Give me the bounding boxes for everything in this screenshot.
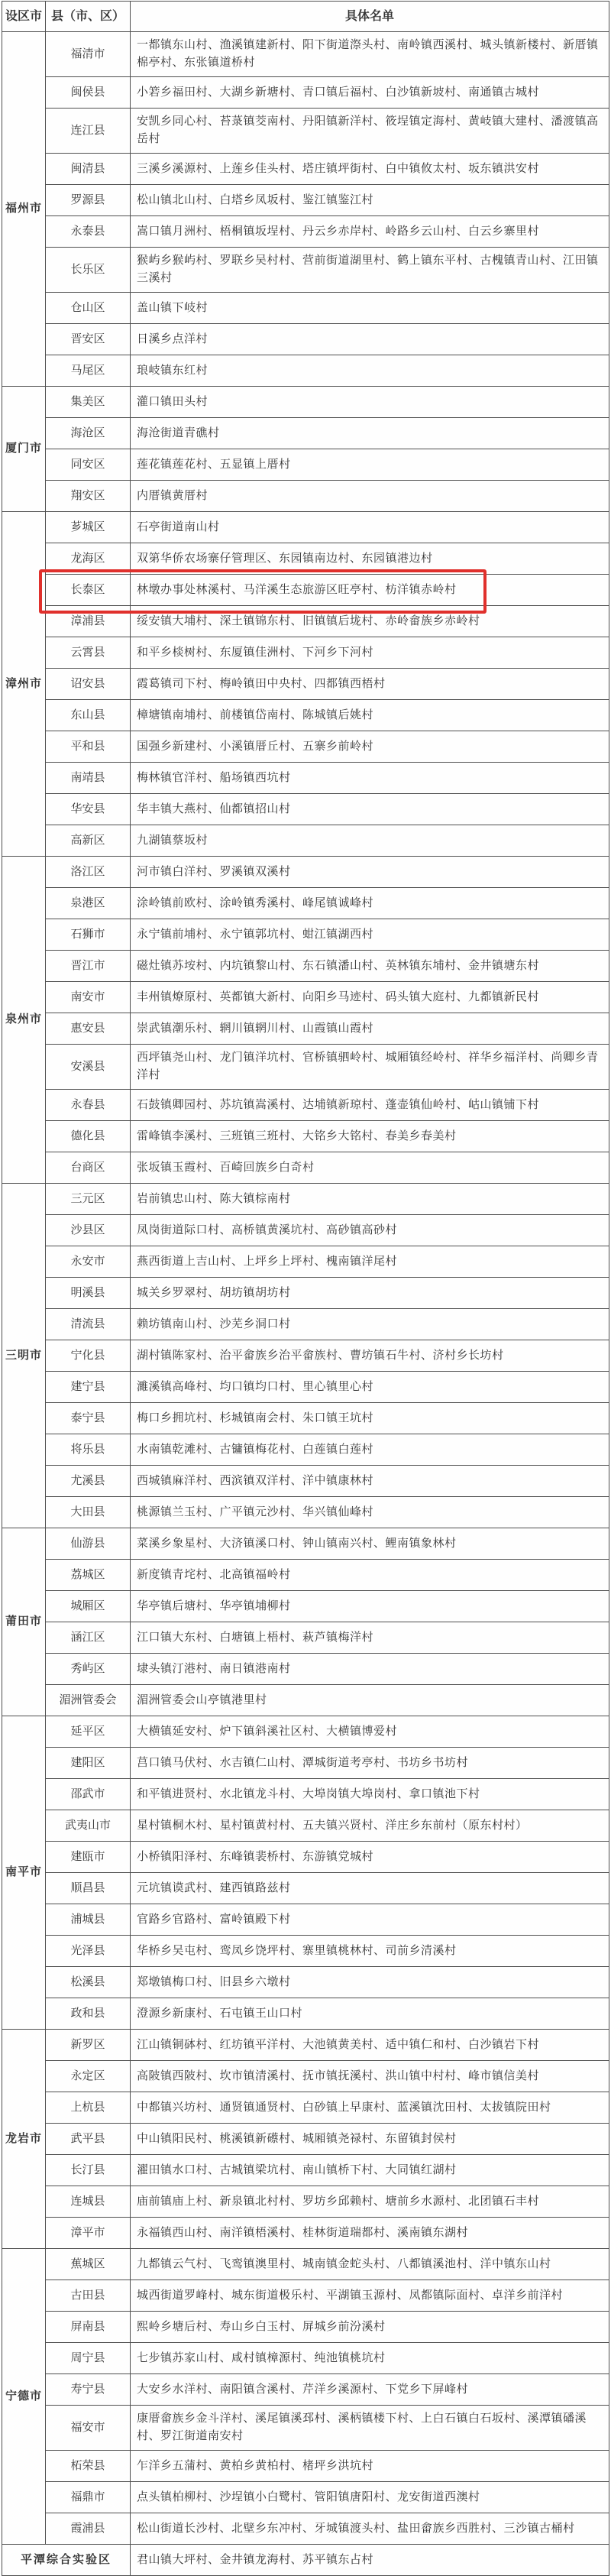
- county-cell: 蕉城区: [46, 2249, 131, 2280]
- table-row: [2, 1685, 609, 1716]
- county-cell: 霞浦县: [46, 2513, 131, 2545]
- city-cell: 龙岩市: [2, 2030, 46, 2249]
- table-row: [2, 1497, 609, 1528]
- table-row: [2, 293, 609, 324]
- county-cell: 连城县: [46, 2186, 131, 2218]
- county-cell: 周宁县: [46, 2343, 131, 2374]
- table-row: [2, 1873, 609, 1904]
- table-row: [2, 154, 609, 185]
- county-cell: 平和县: [46, 731, 131, 763]
- county-cell: 集美区: [46, 387, 131, 418]
- county-cell: 建瓯市: [46, 1842, 131, 1873]
- county-cell: 松溪县: [46, 1967, 131, 1998]
- county-cell: 连江县: [46, 109, 131, 154]
- city-cell: 三明市: [2, 1184, 46, 1528]
- header-row: [2, 2, 609, 32]
- table-row: [2, 1560, 609, 1591]
- villages-cell: 小桥镇阳泽村、东峰镇裴桥村、东游镇党城村: [131, 1842, 609, 1873]
- table-row: [2, 2061, 609, 2092]
- table-row: [2, 731, 609, 763]
- county-cell: 湄洲管委会: [46, 1685, 131, 1716]
- table-row: [2, 2092, 609, 2124]
- villages-cell: 七步镇苏家山村、咸村镇樟源村、纯池镇桃坑村: [131, 2343, 609, 2374]
- table-row: [2, 1466, 609, 1497]
- villages-cell: 三溪乡溪源村、上莲乡佳头村、塔庄镇坪街村、白中镇攸太村、坂东镇洪安村: [131, 154, 609, 185]
- villages-cell: 水南镇乾滩村、古镛镇梅花村、白莲镇白莲村: [131, 1434, 609, 1466]
- table-row: [2, 982, 609, 1013]
- villages-cell: 中山镇阳民村、桃溪镇新礤村、城厢镇尧禄村、东留镇封侯村: [131, 2124, 609, 2155]
- county-cell: 永春县: [46, 1090, 131, 1121]
- county-cell: 清流县: [46, 1309, 131, 1340]
- villages-cell: 涂岭镇前欧村、涂岭镇秀溪村、峰尾镇诚峰村: [131, 888, 609, 919]
- villages-cell: 莒口镇马伏村、水吉镇仁山村、潭城街道考亭村、书坊乡书坊村: [131, 1748, 609, 1779]
- villages-cell: 菜溪乡象星村、大济镇溪口村、钟山镇南兴村、鲤南镇象林村: [131, 1528, 609, 1560]
- villages-cell: 林墩办事处林溪村、马洋溪生态旅游区旺亭村、枋洋镇赤岭村: [131, 575, 609, 606]
- county-cell: 海沧区: [46, 418, 131, 449]
- table-row: [2, 481, 609, 512]
- county-cell: 晋安区: [46, 324, 131, 355]
- villages-cell: 澄源乡新康村、石屯镇王山口村: [131, 1998, 609, 2030]
- table-row: [2, 1340, 609, 1372]
- villages-cell: 海沧街道青礁村: [131, 418, 609, 449]
- table-row: [2, 1013, 609, 1045]
- table-body: [2, 32, 609, 2576]
- table-row: [2, 606, 609, 637]
- county-cell: 同安区: [46, 449, 131, 481]
- county-cell: 惠安县: [46, 1013, 131, 1045]
- table-row: [2, 1748, 609, 1779]
- county-cell: 宁化县: [46, 1340, 131, 1372]
- county-cell: 洛江区: [46, 857, 131, 888]
- table-row: [2, 825, 609, 857]
- villages-cell: 九都镇云气村、飞鸾镇澳里村、城南镇金蛇头村、八都镇溪池村、洋中镇东山村: [131, 2249, 609, 2280]
- county-cell: 三元区: [46, 1184, 131, 1215]
- villages-cell: 九湖镇蔡坂村: [131, 825, 609, 857]
- table-row: [2, 324, 609, 355]
- villages-cell: 西城镇麻洋村、西滨镇双洋村、洋中镇康林村: [131, 1466, 609, 1497]
- villages-cell: 城关乡罗翠村、胡坊镇胡坊村: [131, 1278, 609, 1309]
- county-cell: 高新区: [46, 825, 131, 857]
- table-row: [2, 1090, 609, 1121]
- villages-cell: 大安乡水洋村、南阳镇含溪村、芹洋乡溪源村、下党乡下屏峰村: [131, 2374, 609, 2406]
- villages-cell: 猴屿乡猴屿村、罗联乡吴村村、营前街道湖里村、鹤上镇东平村、古槐镇青山村、江田镇三溪村: [131, 248, 609, 293]
- villages-cell: 小箬乡福田村、大湖乡新塘村、青口镇后福村、白沙镇新坡村、南通镇古城村: [131, 77, 609, 109]
- villages-cell: 永福镇西山村、南洋镇梧溪村、桂林街道瑞都村、溪南镇东湖村: [131, 2218, 609, 2249]
- table-row: [2, 2545, 609, 2576]
- table-row: [2, 1152, 609, 1184]
- villages-cell: 双第华侨农场寨仔管理区、东园镇南边村、东园镇港边村: [131, 543, 609, 575]
- county-cell: 沙县区: [46, 1215, 131, 1246]
- villages-cell: 安凯乡同心村、苔菉镇茭南村、丹阳镇新洋村、筱埕镇定海村、黄岐镇大建村、潘渡镇高岳村: [131, 109, 609, 154]
- table-row: [2, 2406, 609, 2451]
- villages-cell: 磁灶镇苏垵村、内坑镇黎山村、东石镇潘山村、英林镇东埔村、金井镇塘东村: [131, 951, 609, 982]
- table-row: [2, 1528, 609, 1560]
- table-row: [2, 512, 609, 543]
- table-row: [2, 763, 609, 794]
- county-cell: 福安市: [46, 2406, 131, 2451]
- villages-cell: 张坂镇玉霞村、百崎回族乡白奇村: [131, 1152, 609, 1184]
- county-cell: 浦城县: [46, 1904, 131, 1936]
- villages-cell: 桃源镇兰玉村、广平镇元沙村、华兴镇仙峰村: [131, 1497, 609, 1528]
- table-row: [2, 1716, 609, 1748]
- table-row: [2, 2343, 609, 2374]
- table-row: [2, 1434, 609, 1466]
- table-row: [2, 1045, 609, 1090]
- table-row: [2, 700, 609, 731]
- county-cell: 云霄县: [46, 637, 131, 669]
- county-cell: 泰宁县: [46, 1403, 131, 1434]
- table-row: [2, 2186, 609, 2218]
- county-cell: 长泰区: [46, 575, 131, 606]
- villages-cell: 星村镇桐木村、星村镇黄村村、五夫镇兴贤村、洋庄乡东前村（原东村村）: [131, 1810, 609, 1842]
- table-row: [2, 669, 609, 700]
- villages-cell: 赖坊镇南山村、沙芜乡洞口村: [131, 1309, 609, 1340]
- table-row: [2, 2374, 609, 2406]
- table-row: [2, 1215, 609, 1246]
- villages-cell: 湄洲管委会山亭镇港里村: [131, 1685, 609, 1716]
- county-cell: 城厢区: [46, 1591, 131, 1622]
- city-cell: 泉州市: [2, 857, 46, 1184]
- table-row: [2, 185, 609, 216]
- villages-cell: 江山镇铜砵村、红坊镇平洋村、大池镇黄美村、适中镇仁和村、白沙镇岩下村: [131, 2030, 609, 2061]
- county-cell: 永定区: [46, 2061, 131, 2092]
- county-cell: 晋江市: [46, 951, 131, 982]
- table-row: [2, 857, 609, 888]
- table-row: [2, 32, 609, 77]
- villages-cell: 新度镇青垞村、北高镇福岭村: [131, 1560, 609, 1591]
- villages-cell: 濯田镇水口村、古城镇梁坑村、南山镇桥下村、大同镇红湖村: [131, 2155, 609, 2186]
- table-row: [2, 1622, 609, 1654]
- villages-cell: 和平镇进贤村、水北镇龙斗村、大埠岗镇大埠岗村、拿口镇池下村: [131, 1779, 609, 1810]
- table-row: [2, 109, 609, 154]
- table-row: [2, 449, 609, 481]
- county-cell: 寿宁县: [46, 2374, 131, 2406]
- villages-cell: 熙岭乡塘后村、寿山乡白玉村、屏城乡前汾溪村: [131, 2312, 609, 2343]
- villages-cell: 君山镇大坪村、金井镇龙海村、苏平镇东占村: [131, 2545, 609, 2576]
- table-row: [2, 2482, 609, 2513]
- villages-cell: 江口镇大东村、白塘镇上梧村、萩芦镇梅洋村: [131, 1622, 609, 1654]
- table-row: [2, 77, 609, 109]
- villages-cell: 康厝畲族乡金斗洋村、溪尾镇溪邳村、溪柄镇楼下村、上白石镇白石坂村、溪潭镇磻溪村、罗江街道南安村: [131, 2406, 609, 2451]
- county-cell: 石狮市: [46, 919, 131, 951]
- table-row: [2, 2155, 609, 2186]
- county-cell: 华安县: [46, 794, 131, 825]
- county-cell: 顺昌县: [46, 1873, 131, 1904]
- county-cell: 荔城区: [46, 1560, 131, 1591]
- county-cell: 福鼎市: [46, 2482, 131, 2513]
- villages-cell: 郑墩镇梅口村、旧县乡六墩村: [131, 1967, 609, 1998]
- city-cell: 厦门市: [2, 387, 46, 512]
- table-row: [2, 387, 609, 418]
- table-row: [2, 2451, 609, 2482]
- county-cell: 诏安县: [46, 669, 131, 700]
- county-cell: 翔安区: [46, 481, 131, 512]
- villages-cell: 石亭街道南山村: [131, 512, 609, 543]
- table-row: [2, 2124, 609, 2155]
- villages-cell: 石鼓镇卿园村、苏坑镇嵩溪村、达埔镇新琼村、蓬壶镇仙岭村、岵山镇铺下村: [131, 1090, 609, 1121]
- table-row: [2, 2280, 609, 2312]
- villages-cell: 西坪镇尧山村、龙门镇洋坑村、官桥镇驷岭村、城厢镇经岭村、祥华乡福洋村、尚卿乡青洋村: [131, 1045, 609, 1090]
- villages-cell: 湖村镇陈家村、治平畲族乡治平畲族村、曹坊镇石牛村、济村乡长坊村: [131, 1340, 609, 1372]
- county-cell: 上杭县: [46, 2092, 131, 2124]
- villages-cell: 崇武镇潮乐村、辋川镇辋川村、山霞镇山霞村: [131, 1013, 609, 1045]
- table-row: [2, 1810, 609, 1842]
- county-cell: 漳平市: [46, 2218, 131, 2249]
- county-cell: 延平区: [46, 1716, 131, 1748]
- villages-cell: 元坑镇谟武村、建西镇路兹村: [131, 1873, 609, 1904]
- county-cell: 台商区: [46, 1152, 131, 1184]
- villages-cell: 莲花镇莲花村、五显镇上厝村: [131, 449, 609, 481]
- villages-cell: 庙前镇庙上村、新泉镇北村村、罗坊乡邱赖村、塘前乡水源村、北团镇石丰村: [131, 2186, 609, 2218]
- county-cell: 柘荣县: [46, 2451, 131, 2482]
- villages-cell: 城西街道罗峰村、城东街道极乐村、平湖镇玉源村、凤都镇际面村、卓洋乡前洋村: [131, 2280, 609, 2312]
- table-row: [2, 2513, 609, 2545]
- county-cell: 马尾区: [46, 355, 131, 387]
- villages-cell: 和平乡棪树村、东厦镇佳洲村、下河乡下河村: [131, 637, 609, 669]
- county-cell: 仙游县: [46, 1528, 131, 1560]
- county-cell: 安溪县: [46, 1045, 131, 1090]
- villages-cell: 霞葛镇司下村、梅岭镇田中央村、四都镇西梧村: [131, 669, 609, 700]
- villages-cell: 日溪乡点洋村: [131, 324, 609, 355]
- table-row: [2, 919, 609, 951]
- table-row: [2, 1779, 609, 1810]
- villages-cell: 梅口乡拥坑村、杉城镇南会村、朱口镇王坑村: [131, 1403, 609, 1434]
- villages-cell: 梅林镇官洋村、船场镇西坑村: [131, 763, 609, 794]
- county-cell: 明溪县: [46, 1278, 131, 1309]
- table-row: [2, 355, 609, 387]
- county-cell: 屏南县: [46, 2312, 131, 2343]
- table-row: [2, 1998, 609, 2030]
- table-row: [2, 794, 609, 825]
- table-row: [2, 888, 609, 919]
- villages-cell: 国强乡新建村、小溪镇厝丘村、五寨乡前岭村: [131, 731, 609, 763]
- table-row: [2, 2312, 609, 2343]
- county-cell: 武夷山市: [46, 1810, 131, 1842]
- villages-cell: 燕西街道上吉山村、上坪乡上坪村、槐南镇洋尾村: [131, 1246, 609, 1278]
- county-cell: 德化县: [46, 1121, 131, 1152]
- villages-cell: 灌口镇田头村: [131, 387, 609, 418]
- villages-cell: 乍洋乡五蒲村、黄柏乡黄柏村、楮坪乡洪坑村: [131, 2451, 609, 2482]
- villages-cell: 中都镇兴坊村、通贤镇通贤村、白砂镇上早康村、蓝溪镇沈田村、太拔镇院田村: [131, 2092, 609, 2124]
- table-row: [2, 1842, 609, 1873]
- county-cell: 建宁县: [46, 1372, 131, 1403]
- county-cell: 福清市: [46, 32, 131, 77]
- villages-cell: 松山镇北山村、白塔乡凤坂村、鉴江镇鉴江村: [131, 185, 609, 216]
- villages-cell: 盖山镇下岐村: [131, 293, 609, 324]
- county-cell: 大田县: [46, 1497, 131, 1528]
- table-header: [2, 2, 609, 32]
- city-cell: 宁德市: [2, 2249, 46, 2545]
- county-cell: 将乐县: [46, 1434, 131, 1466]
- table-row: [2, 1121, 609, 1152]
- villages-cell: 一都镇东山村、渔溪镇建新村、阳下街道漈头村、南岭镇西溪村、城头镇新楼村、新厝镇棉亭村、东张镇道桥村: [131, 32, 609, 77]
- city-cell: 南平市: [2, 1716, 46, 2030]
- table-row: [2, 2218, 609, 2249]
- villages-cell: 河市镇白洋村、罗溪镇双溪村: [131, 857, 609, 888]
- county-cell: 永安市: [46, 1246, 131, 1278]
- table-row: [2, 1591, 609, 1622]
- county-cell: 东山县: [46, 700, 131, 731]
- table-row: [2, 1372, 609, 1403]
- county-cell: 武平县: [46, 2124, 131, 2155]
- villages-cell: 濉溪镇高峰村、均口镇均口村、里心镇里心村: [131, 1372, 609, 1403]
- villages-cell: 华桥乡吴屯村、鸾凤乡饶坪村、寨里镇桃林村、司前乡清溪村: [131, 1936, 609, 1967]
- village-roster-table: [2, 1, 609, 2576]
- villages-cell: 点头镇柏柳村、沙埕镇小白鹭村、管阳镇唐阳村、龙安街道西澳村: [131, 2482, 609, 2513]
- villages-cell: 内厝镇黄厝村: [131, 481, 609, 512]
- villages-cell: 琅岐镇东红村: [131, 355, 609, 387]
- table-row: [2, 2030, 609, 2061]
- table-row: [2, 2249, 609, 2280]
- county-cell: 政和县: [46, 1998, 131, 2030]
- county-cell: 罗源县: [46, 185, 131, 216]
- table-row: [2, 248, 609, 293]
- header-county: 县（市、区）: [46, 2, 131, 32]
- villages-cell: 丰州镇燎原村、英都镇大新村、向阳乡马迹村、码头镇大庭村、九都镇新民村: [131, 982, 609, 1013]
- table-row: [2, 1403, 609, 1434]
- villages-cell: 嵩口镇月洲村、梧桐镇坂埕村、丹云乡赤岸村、岭路乡云山村、白云乡寨里村: [131, 216, 609, 248]
- header-city: 设区市: [2, 2, 46, 32]
- villages-cell: 华丰镇大燕村、仙都镇招山村: [131, 794, 609, 825]
- villages-cell: 大横镇延安村、炉下镇斜溪社区村、大横镇博爱村: [131, 1716, 609, 1748]
- table-row: [2, 1904, 609, 1936]
- villages-cell: 华亭镇后塘村、华亭镇埔柳村: [131, 1591, 609, 1622]
- table-row: [2, 1654, 609, 1685]
- city-cell: 莆田市: [2, 1528, 46, 1716]
- table-row: [2, 1936, 609, 1967]
- villages-cell: 绥安镇大埔村、深土镇锦东村、旧镇镇后垅村、赤岭畲族乡赤岭村: [131, 606, 609, 637]
- table-row: [2, 1967, 609, 1998]
- county-cell: 邵武市: [46, 1779, 131, 1810]
- table-row: [2, 543, 609, 575]
- villages-cell: 松山街道长沙村、北壁乡东冲村、牙城镇渡头村、盐田畲族乡西胜村、三沙镇古桶村: [131, 2513, 609, 2545]
- table-row: [2, 418, 609, 449]
- table-row: [2, 1278, 609, 1309]
- county-cell: 长汀县: [46, 2155, 131, 2186]
- city-cell: 平潭综合实验区: [2, 2545, 131, 2576]
- county-cell: 南安市: [46, 982, 131, 1013]
- table-row: [2, 1309, 609, 1340]
- table-row: [2, 216, 609, 248]
- county-cell: 泉港区: [46, 888, 131, 919]
- county-cell: 仓山区: [46, 293, 131, 324]
- county-cell: 古田县: [46, 2280, 131, 2312]
- table-row: [2, 1184, 609, 1215]
- county-cell: 芗城区: [46, 512, 131, 543]
- table-row: [2, 637, 609, 669]
- county-cell: 南靖县: [46, 763, 131, 794]
- county-cell: 长乐区: [46, 248, 131, 293]
- county-cell: 闽侯县: [46, 77, 131, 109]
- county-cell: 秀屿区: [46, 1654, 131, 1685]
- villages-cell: 凤岗街道际口村、高桥镇黄溪坑村、高砂镇高砂村: [131, 1215, 609, 1246]
- county-cell: 闽清县: [46, 154, 131, 185]
- header-list: 具体名单: [131, 2, 609, 32]
- table-row: [2, 951, 609, 982]
- county-cell: 永泰县: [46, 216, 131, 248]
- county-cell: 漳浦县: [46, 606, 131, 637]
- county-cell: 光泽县: [46, 1936, 131, 1967]
- city-cell: 漳州市: [2, 512, 46, 857]
- county-cell: 尤溪县: [46, 1466, 131, 1497]
- table-row: [2, 1246, 609, 1278]
- city-cell: 福州市: [2, 32, 46, 387]
- villages-cell: 岩前镇忠山村、陈大镇棕南村: [131, 1184, 609, 1215]
- villages-cell: 官路乡官路村、富岭镇殿下村: [131, 1904, 609, 1936]
- table-row: [2, 575, 609, 606]
- villages-cell: 高陂镇西陂村、坎市镇清溪村、抚市镇抚溪村、洪山镇中村村、峰市镇信美村: [131, 2061, 609, 2092]
- county-cell: 龙海区: [46, 543, 131, 575]
- county-cell: 建阳区: [46, 1748, 131, 1779]
- villages-cell: 樟塘镇南埔村、前楼镇岱南村、陈城镇后姚村: [131, 700, 609, 731]
- villages-cell: 雷峰镇李溪村、三班镇三班村、大铭乡大铭村、春美乡春美村: [131, 1121, 609, 1152]
- county-cell: 涵江区: [46, 1622, 131, 1654]
- villages-cell: 埭头镇汀港村、南日镇港南村: [131, 1654, 609, 1685]
- villages-cell: 永宁镇前埔村、永宁镇郭坑村、蚶江镇湖西村: [131, 919, 609, 951]
- county-cell: 新罗区: [46, 2030, 131, 2061]
